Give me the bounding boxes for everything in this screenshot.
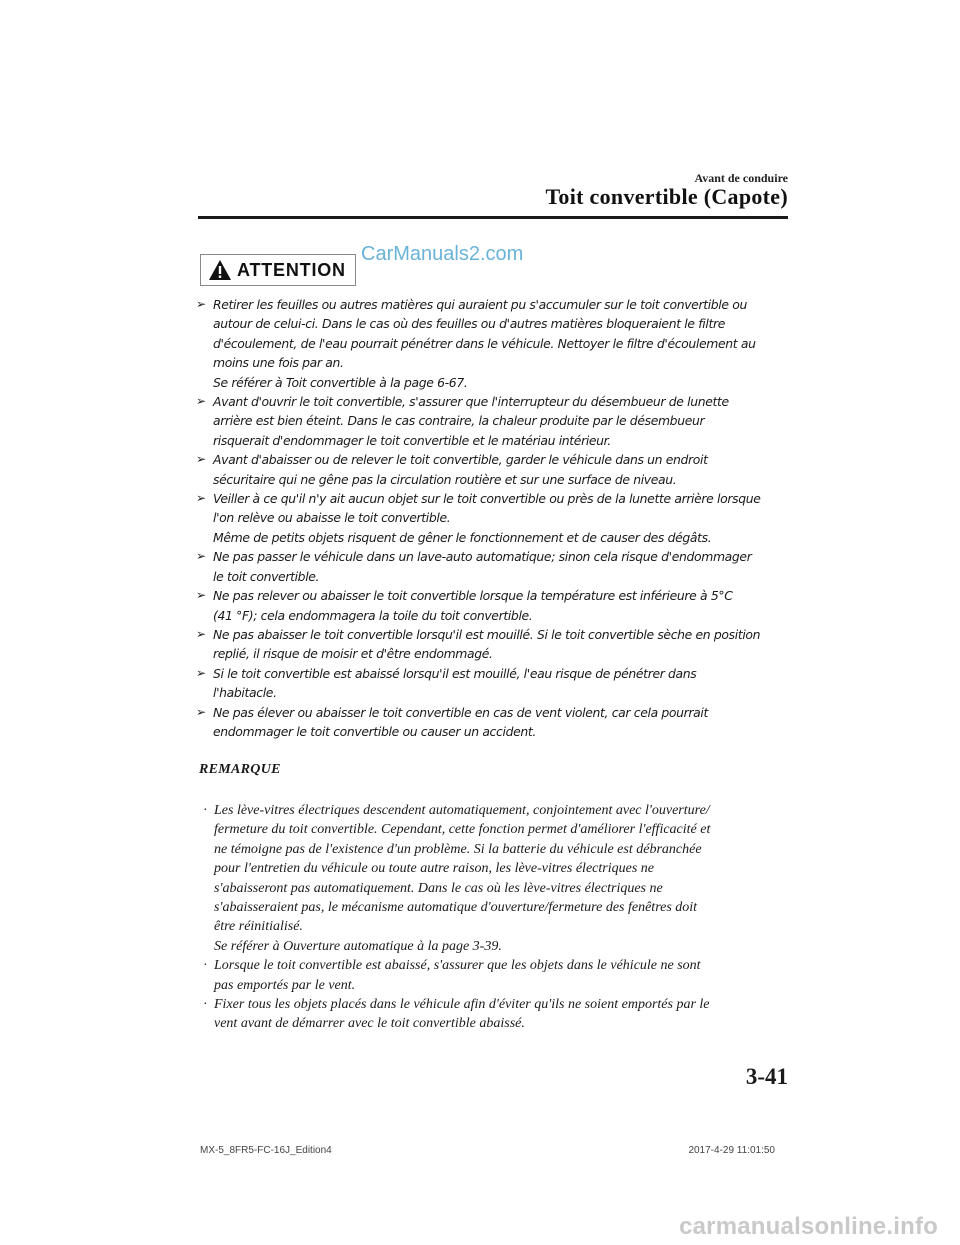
note-item-line: Se référer à Ouverture automatique à la page 3-39. — [214, 938, 502, 954]
page-number: 3-41 — [745, 1064, 788, 1089]
attention-item — [196, 625, 796, 664]
attention-item-line: moins une fois par an. — [213, 355, 344, 371]
attention-item — [196, 547, 796, 586]
attention-item-line: Ne pas relever ou abaisser le toit convertible lorsque la température est inférieure à 5°C — [213, 588, 733, 604]
site-watermark: carmanualsonline.info — [679, 1213, 938, 1240]
attention-item-line: Se référer à Toit convertible à la page 6-67. — [213, 374, 468, 390]
attention-item — [196, 392, 796, 450]
bullet-dot-icon: · — [203, 803, 208, 818]
arrow-bullet-icon: ➢ — [196, 491, 206, 506]
note-item-line: s'abaisseront pas automatiquement. Dans le cas où les lève-vitres électriques ne — [214, 880, 663, 896]
page-title: Toit convertible (Capote) — [545, 184, 788, 209]
note-item — [203, 956, 793, 995]
note-item — [203, 995, 793, 1034]
attention-item-line: Ne pas passer le véhicule dans un lave-auto automatique; sinon cela risque d'endommager — [213, 549, 752, 565]
note-item-line: être réinitialisé. — [214, 919, 303, 935]
arrow-bullet-icon: ➢ — [196, 549, 206, 564]
note-item-line: fermeture du toit convertible. Cependant, cette fonction permet d'améliorer l'efficacité et — [214, 822, 711, 838]
attention-item — [196, 586, 796, 625]
note-heading: REMARQUE — [199, 762, 281, 777]
attention-item-line: replié, il risque de moisir et d'être endommagé. — [213, 646, 493, 662]
note-item-line: pour l'entretien du véhicule ou toute autre raison, les lève-vitres électriques ne — [214, 861, 654, 877]
attention-list — [196, 295, 796, 741]
note-item-line: Fixer tous les objets placés dans le véhicule afin d'éviter qu'ils ne soient emportés par le — [214, 997, 710, 1013]
attention-item — [196, 489, 796, 547]
arrow-bullet-icon: ➢ — [196, 704, 206, 719]
attention-item — [196, 664, 796, 703]
attention-item-line: Veiller à ce qu'il n'y ait aucun objet sur le toit convertible ou près de la lunette arrière lorsque — [213, 491, 761, 507]
attention-item-line: Retirer les feuilles ou autres matières qui auraient pu s'accumuler sur le toit convertible ou — [213, 297, 747, 312]
bullet-dot-icon: · — [203, 997, 208, 1013]
attention-item-line: Même de petits objets risquent de gêner le fonctionnement et de causer des dégâts. — [213, 529, 712, 545]
note-item-line: Lorsque le toit convertible est abaissé, s'assurer que les objets dans le véhicule ne sont — [214, 958, 701, 974]
arrow-bullet-icon: ➢ — [196, 297, 206, 311]
section-title: Avant de conduire — [694, 171, 788, 185]
attention-item — [196, 450, 796, 489]
note-item — [203, 801, 793, 956]
attention-item-line: autour de celui-ci. Dans le cas où des feuilles ou d'autres matières bloqueraient le filtre — [213, 316, 725, 332]
warning-triangle-icon — [208, 259, 232, 281]
attention-heading — [200, 254, 356, 286]
attention-item — [196, 703, 796, 742]
attention-item-line: le toit convertible. — [213, 568, 320, 584]
note-item-line: ne témoigne pas de l'existence d'un problème. Si la batterie du véhicule est débranchée — [214, 841, 702, 857]
header-divider — [198, 216, 788, 219]
attention-item-line: risquerait d'endommager le toit convertible et le matériau intérieur. — [213, 432, 611, 448]
note-item-line: Les lève-vitres électriques descendent automatiquement, conjointement avec l'ouverture/ — [214, 803, 710, 818]
attention-item-line: sécuritaire qui ne gêne pas la circulation routière et sur une surface de niveau. — [213, 471, 677, 487]
attention-item-line: Avant d'abaisser ou de relever le toit convertible, garder le véhicule dans un endroit — [213, 452, 708, 468]
arrow-bullet-icon: ➢ — [196, 394, 206, 409]
bullet-dot-icon: · — [203, 958, 208, 974]
attention-item-line: (41 °F); cela endommagera la toile du toit convertible. — [213, 607, 533, 623]
arrow-bullet-icon: ➢ — [196, 452, 206, 467]
attention-item-line: Avant d'ouvrir le toit convertible, s'assurer que l'interrupteur du désembueur de lunette — [213, 394, 729, 410]
arrow-bullet-icon: ➢ — [196, 665, 206, 680]
arrow-bullet-icon: ➢ — [196, 588, 206, 603]
attention-item-line: l'habitacle. — [213, 685, 277, 701]
attention-item — [196, 295, 796, 392]
watermark-logo: CarManuals2.com — [361, 243, 524, 265]
attention-item-line: l'on relève ou abaisse le toit convertible. — [213, 510, 451, 526]
attention-item-line: d'écoulement, de l'eau pourrait pénétrer dans le véhicule. Nettoyer le filtre d'écoulement au — [213, 335, 756, 351]
attention-item-line: Ne pas abaisser le toit convertible lorsqu'il est mouillé. Si le toit convertible sèche en position — [213, 626, 761, 642]
arrow-bullet-icon: ➢ — [196, 626, 206, 641]
note-item-line: s'abaisseraient pas, le mécanisme automatique d'ouverture/fermeture des fenêtres doit — [214, 900, 698, 916]
attention-item-line: Ne pas élever ou abaisser le toit convertible en cas de vent violent, car cela pourrait — [213, 704, 708, 720]
note-item-line: pas emportés par le vent. — [214, 977, 356, 993]
attention-item-line: Si le toit convertible est abaissé lorsqu'il est mouillé, l'eau risque de pénétrer dans — [213, 665, 697, 681]
note-list — [203, 801, 793, 1034]
footer-timestamp: 2017-4-29 11:01:50 — [688, 1145, 775, 1156]
attention-label: ATTENTION — [237, 259, 346, 280]
attention-item-line: arrière est bien éteint. Dans le cas contraire, la chaleur produite par le désembueur — [213, 413, 705, 429]
note-item-line: vent avant de démarrer avec le toit convertible abaissé. — [214, 1016, 525, 1032]
attention-item-line: endommager le toit convertible ou causer un accident. — [213, 723, 536, 739]
footer-doc-id: MX-5_8FR5-FC-16J_Edition4 — [200, 1145, 332, 1156]
